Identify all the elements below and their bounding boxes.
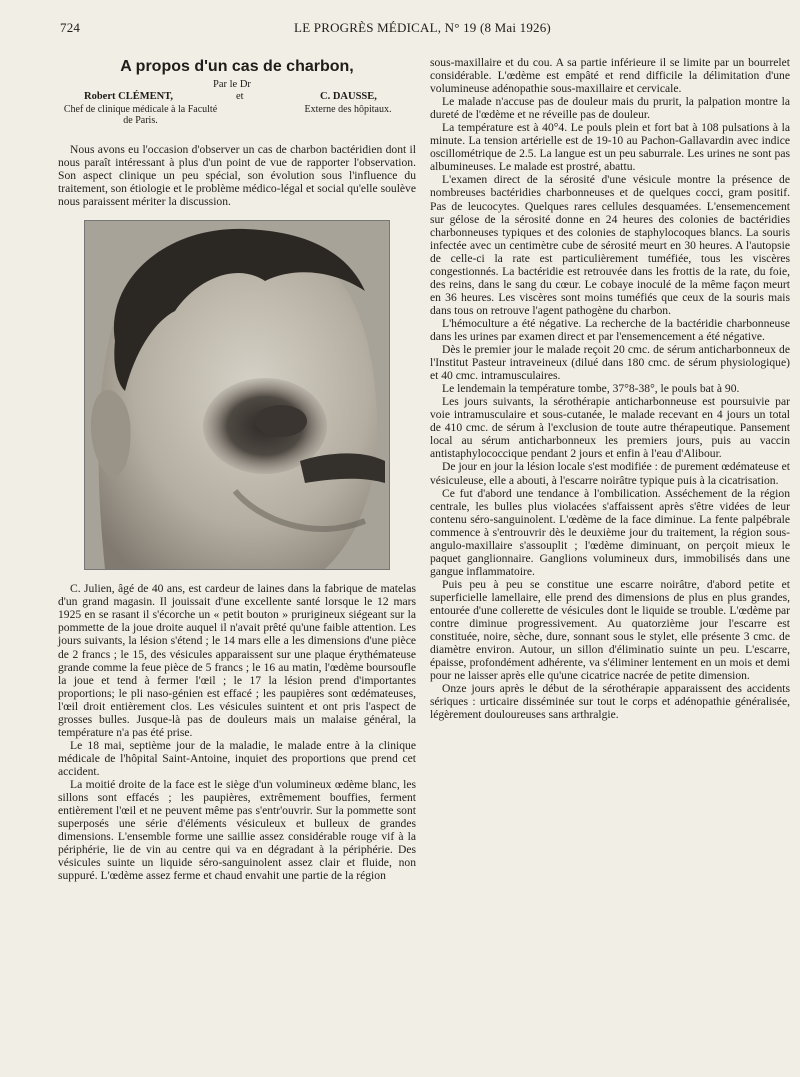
author-conjunction: et — [236, 91, 244, 103]
author-1-role: Chef de clinique médicale à la Faculté de Paris. — [63, 104, 218, 127]
right-paragraph-9: De jour en jour la lésion locale s'est modifiée : de purement œdémateuse et vésiculeuse, elle a abouti, à l'escarre noirâtre typique puis à la cicatrisation. — [430, 460, 790, 487]
right-paragraph-6: Dès le premier jour le malade reçoit 20 cmc. de sérum anticharbonneux de l'Institut Pasteur intraveineux (dilué dans 180 cmc. de sérum physiologique) et 40 cmc. intramusculaires. — [430, 343, 790, 383]
right-paragraph-11: Puis peu à peu se constitue une escarre noirâtre, d'abord petite et superficielle lamellaire, elle prend des dimensions de plus en plus grandes, entourée d'une collerette de vésicules dont le liquide se trouble. L'œdème par contre diminue progressivement. Au quatorzième jour l'escarre est constituée, noire, sèche, dure, sonnant sous le stylet, elle présente 3 cmc. de diamètre environ. Autour, un sillon d'éliminatio suinte un peu. L'escarre, épaisse, profondément adhérente, va s'éliminer lentement en un mois et demi pour ne laisser après elle qu'une cicatrice nacrée de petite dimension. — [430, 577, 790, 683]
patient-photograph — [84, 220, 390, 570]
right-paragraph-3: La température est à 40°4. Le pouls plein et fort bat à 108 pulsations à la minute. La tension artérielle est de 19-10 au Pachon-Gallavardin avec indice oscillométrique de 2.5. La langue est un peu saburrale. Les urines ne sont pas albumineuses. Le malade est prostré, abattu. — [430, 121, 790, 174]
page-number: 724 — [60, 20, 81, 35]
running-title: LE PROGRÈS MÉDICAL, N° 19 (8 Mai 1926) — [294, 20, 551, 35]
left-column — [58, 56, 416, 882]
right-column — [430, 56, 790, 721]
author-2-role: Externe des hôpitaux. — [304, 104, 392, 116]
right-paragraph-4: L'examen direct de la sérosité d'une vésicule montre la présence de nombreuses bactéridies charbonneuses et de quelques cocci, gram positif. Pas de leucocytes. Quelques rares cellules desquamées. L'ensemencement sur gélose de la sérosité donne en 24 heures des colonies de bactéridies charbonneuses typiques et des colonies de staphylocoques blancs. La souris infectée avec un centimètre cube de sérosité meurt en 30 heures. A l'autopsie de celle-ci la rate est particulièrement tuméfiée, tous les viscères congestionnés. La bactéridie est retrouvée dans les frottis de la rate, du foie, des reins, dans le sang du cœur. Le cobaye inoculé de la même façon meurt en 36 heures. Les viscères sont moins tuméfiés que ceux de la souris mais dans tous on retrouve l'agent pathogène du charbon. — [430, 173, 790, 317]
right-paragraph-8: Les jours suivants, la sérothérapie anticharbonneuse est poursuivie par voie intramusculaire et sous-cutanée, le malade recevant en 4 jours un total de 410 cmc. de sérum à l'exclusion de toute autre thérapeutique. Pansement local au sérum anticharbonneux les premiers jours, puis au vaccin antistaphylococcique pendant 2 jours et enfin à l'eau d'Alibour. — [430, 395, 790, 461]
byline — [58, 79, 416, 143]
case-paragraph-2: Le 18 mai, septième jour de la maladie, le malade entre à la clinique médicale de l'hôpital Saint-Antoine, inquiet des proportions que prend cet accident. — [58, 738, 416, 778]
right-paragraph-1: sous-maxillaire et du cou. A sa partie inférieure il se limite par un bourrelet considérable. L'œdème est empâté et rend difficile la délimitation d'une volumineuse adénopathie sous-maxillaire et cervicale. — [430, 56, 790, 96]
right-paragraph-2: Le malade n'accuse pas de douleur mais du prurit, la palpation montre la dureté de l'œdème et ne réveille pas de douleur. — [430, 95, 790, 122]
author-1: Robert CLÉMENT, — [84, 91, 174, 103]
running-header — [60, 20, 785, 38]
right-paragraph-5: L'hémoculture a été négative. La recherche de la bactéridie charbonneuse dans les urines par examen direct et par l'ensemencement a été négative. — [430, 316, 790, 343]
right-paragraph-12: Onze jours après le début de la sérothérapie apparaissent des accidents sériques : urticaire disséminée sur tout le corps et adénopathie généralisée, légèrement douloureuses sans arthralgie. — [430, 682, 790, 722]
article-title: A propos d'un cas de charbon, — [120, 58, 354, 75]
case-paragraph-1: C. Julien, âgé de 40 ans, est cardeur de laines dans la fabrique de matelas d'un grand magasin. Il jouissait d'une excellente santé lorsque le 12 mars 1925 en se rasant il s'écorche un « petit bouton » prurigineux siégeant sur la pommette de la joue droite auquel il n'avait prêté qu'une faible attention. Les jours suivants, la lésion s'étend ; le 14 mars elle a les dimensions d'une pièce de 2 francs ; le 15, des vésicules apparaissent sur une plaque érythémateuse grande comme la feue pièce de 5 francs ; le 16 au matin, l'œdème boursoufle la joue et tend à fermer l'œil ; le 17 la lésion prend d'importantes proportions; le pli naso-génien est effacé ; les paupières sont œdémateuses, l'œil droit entièrement clos. Les vésicules suintent et ont pris l'aspect de grosses bulles. Jusque-là pas de douleurs mais un malaise général, la température n'a pas été prise. — [58, 582, 416, 739]
author-2: C. DAUSSE, — [320, 91, 377, 103]
case-paragraph-3: La moitié droite de la face est le siège d'un volumineux œdème blanc, les sillons sont effacés ; les paupières, extrêmement bouffies, ferment entièrement l'œil et ne peuvent même pas s'entr'ouvrir. Sur la pommette sont superposés une série d'éléments vésiculeux et bulleux de grandes dimensions. L'ensemble forme une saillie assez considérable rouge vif à la périphérie, lie de vin au centre qui va en dégradant à la périphérie. Des vésicules suinte un liquide séro-sanguinolent assez clair et fluide, non suppuré. L'œdème assez ferme et chaud envahit une partie de la région — [58, 777, 416, 883]
intro-paragraph: Nous avons eu l'occasion d'observer un cas de charbon bactéridien dont il nous paraît intéressant à plus d'un point de vue de rapporter l'observation. Son aspect clinique un peu spécial, son évolution sous l'influence du traitement, son étiologie et le problème médico-légal et social qu'elle soulève nous paraissent mériter la discussion. — [58, 143, 416, 209]
right-paragraph-10: Ce fut d'abord une tendance à l'ombilication. Asséchement de la région centrale, les bulles plus violacées s'affaissent après s'être vidées de leur contenu séro-sanguinolent. L'œdème de la face diminue. La fente palpébrale commence à s'entrouvrir dès le deuxième jour du traitement, la région sous-angulo-maxillaire s'assouplit ; l'œdème diminuant, on perçoit mieux le paquet ganglionnaire. Ganglions volumineux durs, immobilisés dans une gangue inflammatoire. — [430, 486, 790, 578]
right-paragraph-7: Le lendemain la température tombe, 37°8-38°, le pouls bat à 90. — [442, 382, 740, 396]
by-line-prefix: Par le Dr — [213, 79, 251, 91]
